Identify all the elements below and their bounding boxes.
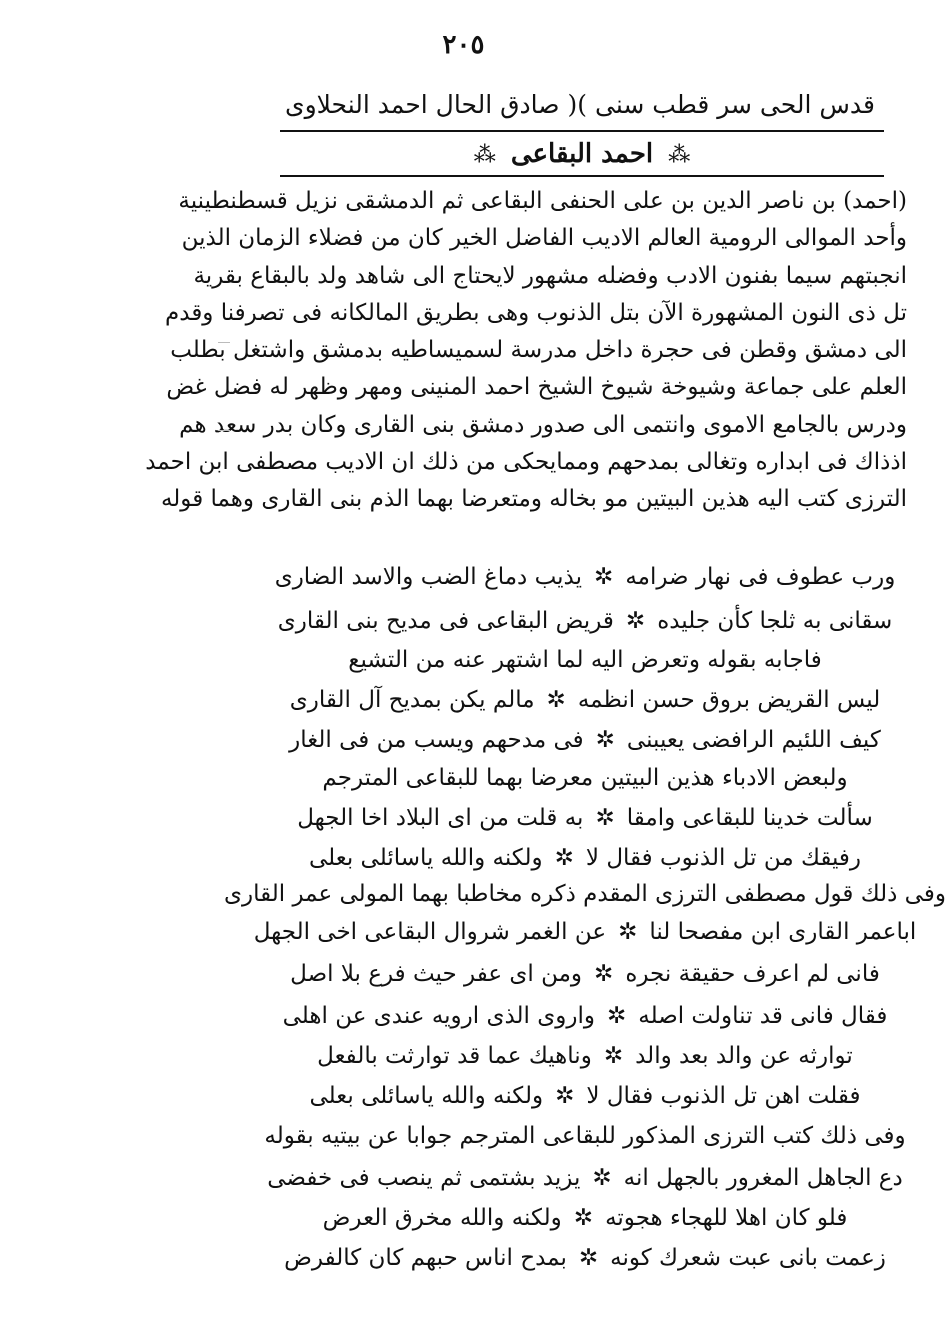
verse-separator-icon: ✲ [573,1205,594,1231]
verse-line [280,1078,890,1115]
verse-hemistich-second: يذيب دماغ الضب والاسد الضارى [274,564,583,590]
prose-line: تل ذى النون المشهورة الآن بتل الذنوب وهى بطريق المالكانه فى تصرفنا وقدم [165,299,907,326]
verse-hemistich-second: ولكنه والله ياسائلى بعلى [308,845,543,871]
ornament-left-icon: ⁂ [473,143,496,168]
verse-hemistich-first: سألت خدينا للبقاعى وامقا [626,805,873,831]
verse-hemistich-second: وناهيك عما قد توارثت بالفعل [317,1043,592,1069]
verse-hemistich-second: فى مدحهم ويسب من فى الغار [289,727,584,753]
verse-hemistich-first: توارثه عن والد بعد والد [635,1043,853,1069]
verse-hemistich-second: به قلت من اى البلاد اخا الجهل [297,805,584,831]
verse-hemistich-first: فانى لم اعرف حقيقة نجره [625,961,880,987]
prose-line: انجبتهم سيما بفنون الادب وفضله مشهور لايحتاج الى شاهد ولد بالبقاع بقرية [193,262,907,289]
header-rule-top [280,130,884,132]
prose-line: اذذاك فى ابداره وتغالى بمدحهم وممايحكى من ذلك ان الاديب مصطفى ابن احمد [145,449,907,476]
intro-line: وفى ذلك قول مصطفى الترزى المقدم ذكره مخاطبا بهما المولى عمر القارى [224,881,946,907]
verse-separator-icon: ✲ [595,805,615,831]
prose-line: الى دمشق وقطن فى حجرة داخل مدرسة لسميساطيه بدمشق واشتغل بطلب [170,337,907,364]
verse-separator-icon: ✲ [625,608,646,634]
verse-separator-icon: ✲ [603,1043,624,1069]
verse-separator-icon: ✲ [592,1165,612,1191]
verse-line [280,1200,890,1237]
verse-line [253,914,917,951]
running-header-right: قدس الحى سر قطب سنى )( [567,90,875,119]
margin-mark [218,342,230,343]
verse-hemistich-second: ولكنه والله ياسائلى بعلى [309,1083,544,1109]
verse-separator-icon: ✲ [594,961,614,987]
verse-line [280,722,890,759]
header-rule-bottom [280,175,884,177]
prose-line: العلم على جماعة وشيوخة شيوخ الشيخ احمد المنينى ومهر وظهر له فضل غض [166,374,907,401]
verse-hemistich-first: دع الجاهل المغرور بالجهل انه [623,1165,903,1191]
intro-line: ولبعض الادباء هذين البيتين معرضا بهما للبقاعى المترجم [322,765,848,791]
verse-hemistich-second: ولكنه والله مخرق العرض [322,1205,562,1231]
verse-hemistich-first: كيف اللئيم الرافضى يعيبنى [626,727,881,753]
verse-line [280,682,890,719]
verse-line [280,800,890,837]
verse-line [280,956,890,993]
verse-separator-icon: ✲ [606,1003,627,1029]
verse-hemistich-second: ومن اى عفر حيث فرع بلا اصل [290,961,583,987]
intro-line: وفى ذلك كتب الترزى المذكور للبقاعى المترجم جوابا عن بيتيه بقوله [264,1123,906,1149]
verse-hemistich-second: بمدح اناس حبهم كان كالفرض [284,1245,567,1271]
verse-hemistich-first: ليس القريض بروق حسن انظمه [577,687,881,713]
verse-separator-icon: ✲ [555,1083,575,1109]
ornament-right-icon: ⁂ [668,143,691,168]
running-header [285,82,875,128]
verse-line [267,1160,903,1197]
prose-line: الترزى كتب اليه هذين البيتين مو بخاله ومتعرضا بهما الذم بنى القارى وهما قوله [160,486,907,513]
verse-separator-icon: ✲ [618,919,638,945]
verse-line [280,998,890,1035]
section-title-text: احمد البقاعى [510,139,654,169]
verse-separator-icon: ✲ [578,1245,599,1271]
verse-hemistich-second: عن الغمر شروال البقاعى اخى الجهل [253,919,607,945]
page-number: ٢٠٥ [442,30,485,60]
prose-line: (احمد) بن ناصر الدين بن على الحنفى البقاعى ثم الدمشقى نزيل قسطنطينية [178,188,907,214]
verse-hemistich-first: فلو كان اهلا للهجاء هجوته [605,1205,848,1231]
verse-hemistich-first: رفيقك من تل الذنوب فقال لا [585,845,862,871]
verse-hemistich-second: واروى الذى ارويه عندى عن اهلى [282,1003,595,1029]
verse-line [280,1240,890,1277]
prose-line: وأحد الموالى الرومية العالم الاديب الفاضل الخير كان من فضلاء الزمان الذين [181,225,907,252]
verse-hemistich-first: زعمت بانى عبت شعرك كونه [610,1245,886,1271]
verse-line [274,559,896,596]
verse-hemistich-second: قريض البقاعى فى مديح بنى القارى [277,608,614,634]
verse-separator-icon: ✲ [546,687,566,713]
prose-block [145,183,907,519]
verse-hemistich-second: مالم يكن بمديح آل القارى [289,687,535,713]
verse-hemistich-first: سقانى به ثلجا كأن جليده [657,608,893,634]
verse-separator-icon: ✲ [554,845,574,871]
verse-hemistich-first: ورب عطوف فى نهار ضرامه [625,564,896,590]
verse-line [280,1038,890,1075]
verse-separator-icon: ✲ [594,564,614,590]
intro-line: فاجابه بقوله وتعرض اليه لما اشتهر عنه من التشيع [348,647,822,673]
verse-hemistich-first: فقلت اهن تل الذنوب فقال لا [586,1083,861,1109]
verse-hemistich-first: اباعمر القارى ابن مفصحا لنا [649,919,917,945]
running-header-left: صادق الحال احمد النحلاوى [285,90,560,119]
prose-line: ودرس بالجامع الاموى وانتمى الى صدور دمشق بنى القارى وكان بدر سعد هم [179,411,907,438]
verse-line [277,603,893,640]
verse-line [280,840,890,877]
verse-separator-icon: ✲ [595,727,615,753]
section-title [280,134,884,174]
verse-hemistich-first: فقال فانى قد تناولت اصله [638,1003,888,1029]
verse-hemistich-second: يزيد بشتمى ثم ينصب فى خفضى [267,1165,581,1191]
margin-mark [218,430,230,431]
